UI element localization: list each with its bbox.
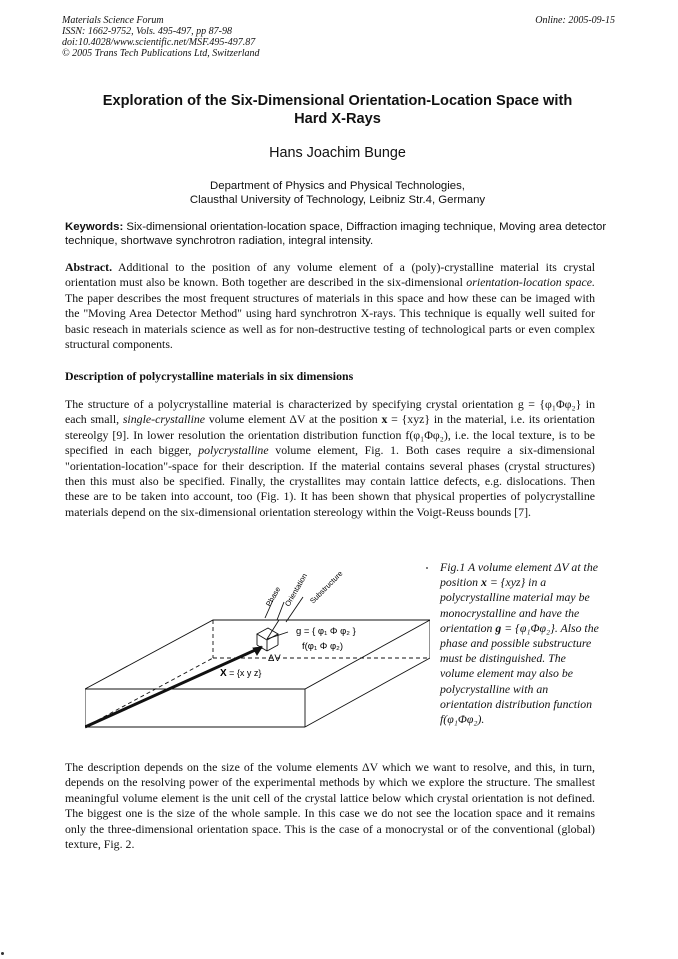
title-line-1: Exploration of the Six-Dimensional Orientation-Location Space with [102,93,573,109]
caption-text-2: = {xyz} in a polycrystalline material may be monocrystalline and have the orientation [440,575,590,635]
orientation-formula: g = { φ₁ Φ φ₂ } [296,626,356,637]
keywords-text: Six-dimensional orientation-location space, Diffraction imaging technique, Moving area detector technique, shortwave synchrotron radiation, integral intensity. [65,221,607,247]
para1-bold-x: x [381,412,388,427]
caption-text-1: Fig.1 A volume element ΔV at the position [440,560,598,590]
vector-arrowhead [253,647,262,655]
orientation-pointer [277,602,284,620]
caption-marker [426,567,428,569]
journal-name: Materials Science Forum [62,15,164,26]
para1-text-4: volume element, Fig. 1. Both cases require a six-dimensional "orientation-location"-space for their description. If the material contains several phases (crystal structures) then this must also be specified. Finally, the crystallites may contain lattice defects, e.g. dislocations. Then these are to be taken into account, too (Fig. 1). It has been shown that physical properties of polycrystalline materials depend on the six-dimensional orientation stereology within the Voigt-Reuss bounds [7]. [65,443,595,519]
orientation-label: Orientation [282,571,310,608]
para1-emphasis-1: single-crystalline [122,412,206,427]
title-line-2: Hard X-Rays [294,111,381,127]
keywords-label: Keywords: [65,221,124,233]
phase-label: Phase [263,585,283,608]
body-paragraph-1 [65,397,595,520]
para1-text-3: = {xyz} in the material, i.e. its orientation stereolgy [9]. In lower resolution the orientation distribution function f(φ₁Φφ₂), i.e. the local texture, is to be specified in each bigger, [65,412,595,458]
body-paragraph-2: The description depends on the size of the volume elements ΔV which we want to resolve, and this, in turn, depends on the resolving power of the experimental methods by which we explore the structure. The smallest meaningful volume element is the unit cell of the crystal lattice below which crystal orientation is not defined. The biggest one is the size of the whole sample. In this case we do not see the location space and it remains only the three-dimensional orientation space. This is the case of a monocrystal or of the conventional (global) texture, Fig. 2. [65,760,595,852]
author: Hans Joachim Bunge [269,145,406,161]
caption-bold-g: g [495,620,502,635]
abstract-label: Abstract. [65,260,113,274]
figure-caption [440,560,600,727]
figure-1 [85,552,430,737]
keywords [65,220,615,248]
affiliation-line-1: Department of Physics and Physical Technologies, [210,180,465,192]
position-label: X = {x y z} [220,668,262,679]
position-vector [85,647,262,727]
odf-formula: f(φ₁ Φ φ₂) [302,641,344,652]
paper-title [60,92,615,128]
delta-v-label: ΔV [268,653,281,664]
substructure-label: Substructure [308,568,345,606]
caption-text-3: = {φ₁Φφ₂}. Also the phase and possible substructure must be distinguished. The volume element may also be polycrystalline with an orientation distribution function f(φ₁Φφ₂). [440,620,599,727]
slab-bottom-right-edge [305,658,430,727]
caption-bold-x: x [480,575,487,590]
abstract-emphasis: orientation-location space. [466,275,595,290]
abstract [65,260,595,352]
issn: ISSN: 1662-9752, Vols. 495-497, pp 87-98 [62,26,232,37]
affiliation-line-2: Clausthal University of Technology, Leibniz Str.4, Germany [189,194,486,206]
abstract-text-1: Additional to the position of any volume element of a (poly)-crystalline material its crystal orientation must also be known. Both together are described in the six-dimensional [65,260,595,290]
doi: doi:10.4028/www.scientific.net/MSF.495-497.87 [62,37,256,48]
affiliation [60,179,615,207]
para1-text-1: The structure of a polycrystalline material is characterized by specifying crystal orientation g = {φ₁Φφ₂} in each small, [65,397,595,427]
page-mark [1,952,4,955]
hidden-bottom-left-edge [85,658,213,727]
abstract-text-2: The paper describes the most frequent structures of materials in this space and how these can be imaged with the "Moving Area Detector Method" using hard synchrotron X-rays. This technique is equally well suited for basic reseach in materials science as well as for non-destructive testing of technological parts or even complex structural components. [65,290,595,352]
online-date: Online: 2005-09-15 [535,15,615,26]
para1-emphasis-2: polycrystalline [198,443,269,458]
para1-text-2: volume element ΔV at the position [205,412,382,427]
publication-info [62,15,260,59]
volume-element-diagram [85,552,430,737]
copyright: © 2005 Trans Tech Publications Ltd, Switzerland [62,48,260,59]
section-heading: Description of polycrystalline materials in six dimensions [65,369,354,383]
